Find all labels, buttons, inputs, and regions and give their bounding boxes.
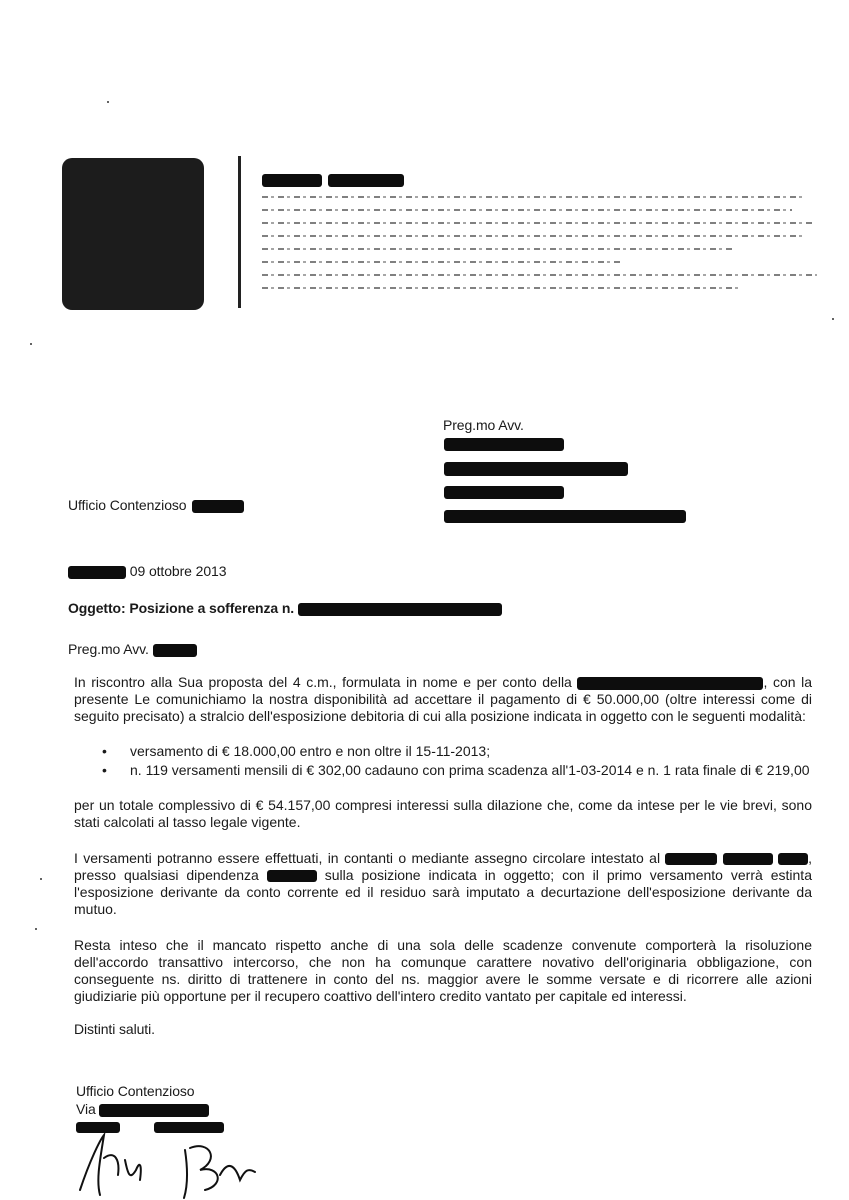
greeting-text: Preg.mo Avv.: [68, 641, 149, 657]
paragraph-proposal-intro: In riscontro alla Sua proposta del 4 c.m., formulata in nome e per conto della: [74, 674, 572, 690]
date-line: [68, 563, 226, 580]
signature-address: [76, 1101, 209, 1118]
recipient-address: [444, 436, 686, 526]
redaction: [577, 677, 763, 690]
sender-office: [68, 497, 244, 514]
payment-terms-list: [100, 743, 812, 779]
redaction: [723, 853, 773, 865]
greeting: [68, 641, 197, 658]
paragraph-proposal-rest: , con la presente Le comunichiamo la nostra disponibilità ad accettare il pagamento di € 50.000,00 (oltre interessi come di seguito precisato) a stralcio dell'esposizione debitoria di cui alla posizione indicata in oggetto con le seguenti modalità:: [74, 674, 813, 724]
paragraph-conditions: Resta inteso che il mancato rispetto anche di una sola delle scadenze convenute comporterà la risoluzione dell'accordo transattivo intercorso, che non ha comunque carattere novativo dell'originaria obbligazione, con conseguente ns. diritto di trattenere in conto del ns. maggior avere le somme versate e di ricorrere alle azioni giudiziarie più opportune per il recupero coattivo dell'intero credito vantato per capitale ed interessi.: [74, 937, 812, 1004]
signature-office: Ufficio Contenzioso: [76, 1083, 195, 1099]
scan-speck: [30, 343, 32, 345]
redaction: [444, 510, 686, 523]
bullet-icon: •: [102, 743, 107, 759]
redaction: [444, 462, 628, 476]
scan-speck: [107, 101, 109, 103]
letterhead-line: [262, 196, 802, 198]
list-item-text: versamento di € 18.000,00 entro e non oltre il 15-11-2013;: [130, 743, 491, 759]
list-item-text: n. 119 versamenti mensili di € 302,00 cadauno con prima scadenza all'1-03-2014 e n. 1 rata finale di € 219,00: [130, 762, 810, 778]
redacted-logo: [62, 158, 204, 310]
letterhead-line: [262, 209, 792, 211]
list-item: [100, 743, 812, 760]
letterhead-line: [262, 235, 802, 237]
letterhead-line: [262, 222, 812, 224]
paragraph-payment-method-part2: , presso qualsiasi dipendenza: [74, 850, 812, 883]
redaction: [262, 174, 322, 187]
sender-office-label: Ufficio Contenzioso: [68, 497, 187, 513]
letterhead-line: [262, 274, 817, 276]
paragraph-payment-method-part3: sulla posizione indicata in oggetto; con il primo versamento verrà estinta l'esposizione derivante da conto corrente ed il residuo sarà imputato a decurtazione dell'esposizione derivante da mutuo.: [74, 867, 812, 917]
letterhead-text-blurred: [262, 172, 822, 300]
handwritten-signature: [70, 1120, 270, 1200]
scan-speck: [35, 928, 37, 930]
paragraph-payment-method-part1: I versamenti potranno essere effettuati, in contanti o mediante assegno circolare intestato al: [74, 850, 661, 866]
redaction: [153, 644, 197, 657]
redaction: [99, 1104, 209, 1117]
list-item: [100, 762, 812, 779]
scan-speck: [832, 318, 834, 320]
closing: Distinti saluti.: [74, 1021, 155, 1037]
redaction: [328, 174, 404, 187]
redaction: [444, 438, 564, 451]
letterhead-line: [262, 248, 732, 250]
letterhead-line: [262, 287, 742, 289]
redaction: [298, 603, 502, 616]
redaction: [444, 486, 564, 499]
paragraph-proposal: [74, 674, 812, 725]
date-text: 09 ottobre 2013: [129, 563, 227, 579]
redaction: [778, 853, 808, 865]
recipient-salutation: Preg.mo Avv.: [443, 417, 524, 433]
scan-speck: [40, 878, 42, 880]
letterhead-divider: [238, 156, 241, 308]
signature-via: Via: [76, 1101, 96, 1117]
redaction: [192, 500, 244, 513]
redaction: [267, 870, 317, 882]
redaction: [665, 853, 717, 865]
subject-label: Oggetto:: [68, 600, 126, 616]
subject-line: [68, 600, 502, 617]
bullet-icon: •: [102, 762, 107, 778]
paragraph-payment-method: [74, 850, 812, 918]
subject-text: Posizione a sofferenza n.: [129, 600, 295, 616]
redaction: [68, 566, 126, 579]
letterhead-line: [262, 261, 622, 263]
paragraph-total: per un totale complessivo di € 54.157,00 compresi interessi sulla dilazione che, come da intese per le vie brevi, sono stati calcolati al tasso legale vigente.: [74, 797, 812, 830]
